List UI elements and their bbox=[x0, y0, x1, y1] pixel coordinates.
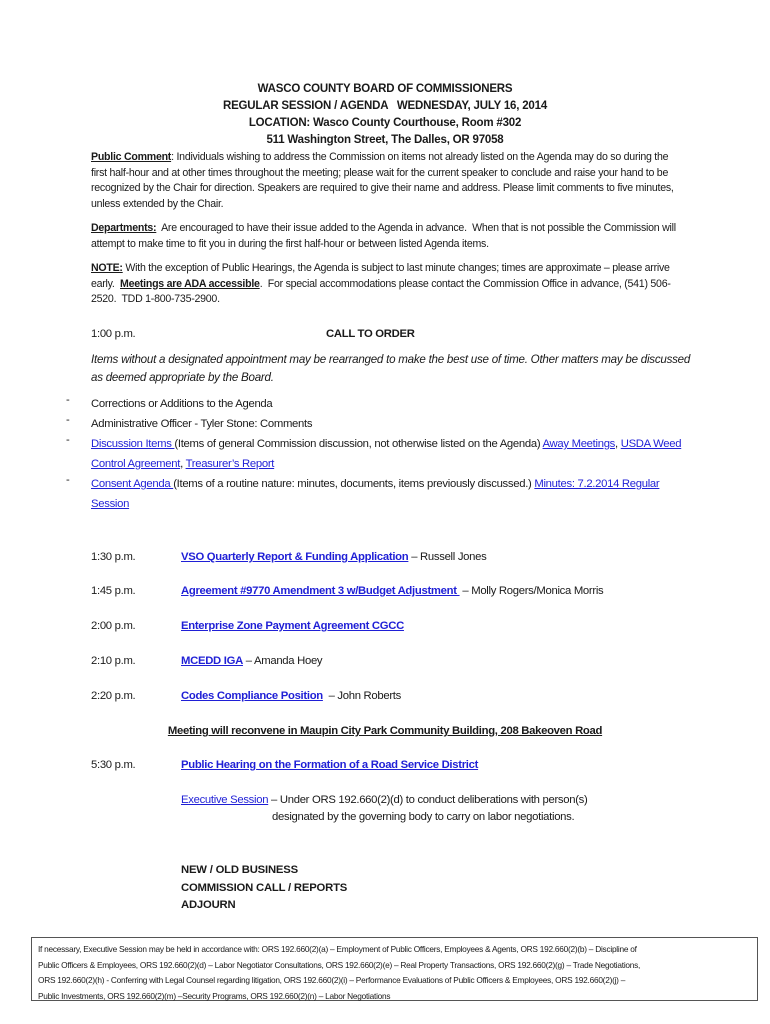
agenda-item bbox=[181, 618, 404, 634]
vso-report-link[interactable]: VSO Quarterly Report & Funding Application bbox=[181, 551, 409, 563]
agenda-time: 2:10 p.m. bbox=[91, 655, 136, 667]
discussion-items-description: (Items of general Commission discussion, not otherwise listed on the Agenda) bbox=[174, 438, 543, 450]
mcedd-iga-link[interactable]: MCEDD IGA bbox=[181, 655, 243, 667]
bullet-marker: - bbox=[66, 394, 70, 406]
header-title: WASCO COUNTY BOARD OF COMMISSIONERS bbox=[257, 83, 513, 95]
footnote-line: ORS 192.660(2)(h) - Conferring with Legal Counsel regarding litigation, ORS 192.660(2)(i) – Performance Evaluations of Public Officers & Employees, ORS 192.660(2)(j) – bbox=[38, 975, 626, 985]
document-header bbox=[0, 81, 770, 149]
list-item-consent bbox=[91, 474, 691, 514]
usda-weed-control-link[interactable]: USDA Weed Control Agreement bbox=[91, 438, 682, 470]
agenda-time: 2:20 p.m. bbox=[91, 690, 136, 702]
departments-notice bbox=[91, 221, 683, 252]
note-text: With the exception of Public Hearings, the Agenda is subject to last minute changes; times are approximate – please arrive early. bbox=[91, 262, 673, 290]
bullet-marker: - bbox=[66, 414, 70, 426]
list-item-admin-officer: Administrative Officer - Tyler Stone: Comments bbox=[91, 418, 313, 430]
reconvene-notice: Meeting will reconvene in Maupin City Park Community Building, 208 Bakeoven Road bbox=[167, 725, 603, 737]
separator: , bbox=[180, 458, 186, 470]
call-to-order-title: CALL TO ORDER bbox=[326, 328, 415, 340]
note-notice bbox=[91, 261, 683, 308]
note-label: NOTE: bbox=[91, 262, 123, 274]
evening-time: 5:30 p.m. bbox=[91, 759, 136, 771]
discussion-items-link[interactable]: Discussion Items bbox=[91, 438, 175, 450]
agreement-9770-link[interactable]: Agreement #9770 Amendment 3 w/Budget Adjustment bbox=[181, 585, 460, 597]
bullet-marker: - bbox=[66, 474, 70, 486]
call-to-order-time: 1:00 p.m. bbox=[91, 328, 136, 340]
bullet-marker: - bbox=[66, 434, 70, 446]
enterprise-zone-link[interactable]: Enterprise Zone Payment Agreement CGCC bbox=[181, 620, 404, 632]
footnote-line: If necessary, Executive Session may be held in accordance with: ORS 192.660(2)(a) – Employment of Public Officers, Employees & Agents, ORS 192.660(2)(b) – Discipline of bbox=[38, 944, 637, 954]
public-comment-label: Public Comment bbox=[91, 151, 172, 163]
note-text-contact: . For special accommodations please contact the Commission Office in advance, (541) 506-2520. TDD 1-800-735-2900. bbox=[91, 277, 671, 305]
list-item-discussion bbox=[91, 434, 691, 474]
header-address: 511 Washington Street, The Dalles, OR 97058 bbox=[266, 134, 504, 146]
treasurers-report-link[interactable]: Treasurer’s Report bbox=[185, 458, 275, 470]
new-old-business: NEW / OLD BUSINESS bbox=[181, 864, 298, 876]
agenda-presenter: – Molly Rogers/Monica Morris bbox=[459, 585, 604, 597]
agenda-presenter: – Amanda Hoey bbox=[242, 655, 323, 667]
agenda-item bbox=[181, 757, 478, 773]
footnote-line: Public Officers & Employees, ORS 192.660(2)(d) – Labor Negotiator Consultations, ORS 192.660(2)(e) – Real Property Transactions, ORS 192.660(2)(g) – Trade Negotiations, bbox=[38, 959, 641, 970]
agenda-presenter: – John Roberts bbox=[322, 690, 401, 702]
executive-session-item bbox=[181, 792, 588, 808]
agenda-time: 1:30 p.m. bbox=[91, 551, 136, 563]
away-meetings-link[interactable]: Away Meetings bbox=[542, 438, 616, 450]
codes-compliance-link[interactable]: Codes Compliance Position bbox=[181, 690, 323, 702]
agenda-item bbox=[181, 653, 322, 669]
separator: , bbox=[615, 438, 621, 450]
minutes-link[interactable]: Minutes: 7.2.2014 Regular Session bbox=[91, 478, 660, 510]
closing-items bbox=[181, 862, 347, 915]
executive-session-footnote bbox=[31, 937, 758, 1001]
header-location: LOCATION: Wasco County Courthouse, Room #302 bbox=[248, 117, 522, 129]
public-comment-notice bbox=[91, 150, 683, 212]
executive-session-link[interactable]: Executive Session bbox=[181, 794, 269, 806]
public-hearing-link[interactable]: Public Hearing on the Formation of a Road Service District bbox=[181, 759, 479, 771]
agenda-item bbox=[181, 688, 401, 704]
public-comment-text: : Individuals wishing to address the Commission on items not already listed on the Agenda may do so during the first half-hour and at other times throughout the meeting; please wait for the current speaker to conclude and raise your hand to be recognized by the Chair for direction. Speakers are required to give their name and address. Please limit comments to five minutes, unless extended by the Chair. bbox=[91, 151, 674, 210]
executive-session-text: – Under ORS 192.660(2)(d) to conduct deliberations with person(s) bbox=[268, 794, 588, 806]
consent-agenda-link[interactable]: Consent Agenda bbox=[91, 478, 174, 490]
consent-agenda-description: (Items of a routine nature: minutes, documents, items previously discussed.) bbox=[173, 478, 535, 490]
list-item-corrections: Corrections or Additions to the Agenda bbox=[91, 398, 273, 410]
agenda-item bbox=[181, 583, 603, 599]
call-to-order-note: Items without a designated appointment may be rearranged to make the best use of time. Other matters may be discussed as deemed appropriate by the Board. bbox=[91, 353, 691, 384]
executive-session-text-cont: designated by the governing body to carry on labor negotiations. bbox=[272, 811, 575, 823]
ada-accessible-label: Meetings are ADA accessible bbox=[120, 277, 260, 290]
footnote-line: Public Investments, ORS 192.660(2)(m) –Security Programs, ORS 192.660(2)(n) – Labor Negotiations bbox=[38, 990, 391, 1001]
agenda-item bbox=[181, 549, 486, 565]
agenda-time: 2:00 p.m. bbox=[91, 620, 136, 632]
commission-call-reports: COMMISSION CALL / REPORTS bbox=[181, 881, 348, 894]
departments-text: Are encouraged to have their issue added to the Agenda in advance. When that is not possible the Commission will attempt to make time to fit you in during the first half-hour or between listed Agenda items. bbox=[91, 222, 679, 250]
agenda-time: 1:45 p.m. bbox=[91, 585, 136, 597]
agenda-presenter: – Russell Jones bbox=[408, 551, 487, 563]
adjourn: ADJOURN bbox=[181, 899, 236, 911]
header-session-date: REGULAR SESSION / AGENDA WEDNESDAY, JULY 16, 2014 bbox=[222, 100, 548, 112]
departments-label: Departments: bbox=[91, 222, 157, 234]
